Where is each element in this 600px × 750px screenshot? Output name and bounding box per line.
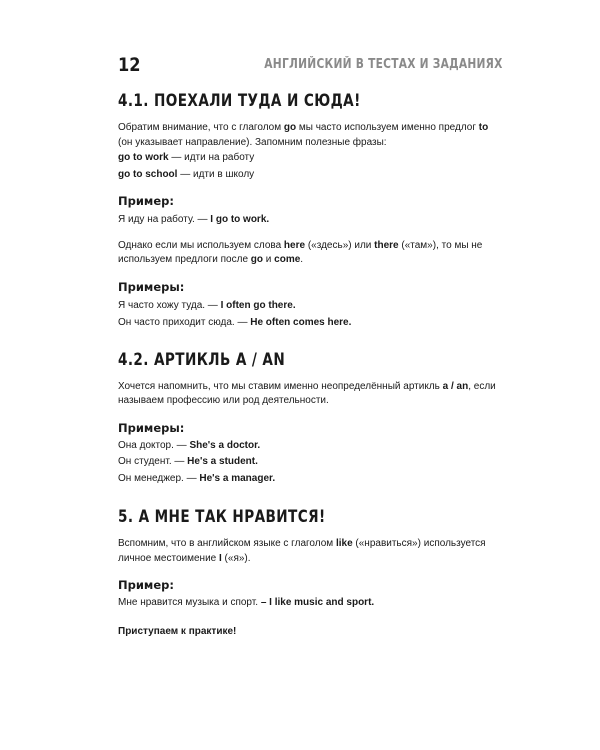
- keyword: I: [219, 552, 222, 564]
- example-line: [118, 316, 508, 331]
- paragraph: [118, 552, 508, 567]
- keyword: to: [478, 122, 489, 133]
- example-ru: Он студент. —: [118, 456, 188, 467]
- text: Хочется напомнить, что мы ставим именно неопределённый артикль: [118, 380, 443, 392]
- section-title: 5. А МНЕ ТАК НРАВИТСЯ!: [118, 507, 326, 527]
- example-line: [118, 455, 508, 470]
- page-number: 12: [118, 54, 141, 76]
- paragraph: [118, 380, 508, 395]
- paragraph: (он указывает направление). Запомним полезные фразы:: [118, 136, 387, 148]
- phrase-ru: — идти на работу: [168, 152, 255, 163]
- paragraph: называем профессию или род деятельности.: [118, 395, 329, 406]
- keyword: like: [335, 538, 353, 549]
- closing-line: Приступаем к практике!: [118, 625, 237, 637]
- text: мы часто используем именно предлог: [296, 122, 479, 133]
- example-heading: Пример:: [118, 578, 174, 592]
- keyword: go: [250, 254, 264, 265]
- running-head: АНГЛИЙСКИЙ В ТЕСТАХ И ЗАДАНИЯХ: [264, 57, 503, 72]
- text: используем предлоги после: [118, 254, 251, 265]
- example-ru: Я часто хожу туда. —: [118, 299, 221, 311]
- example-en: He often comes here.: [250, 317, 352, 328]
- examples-heading: Примеры:: [118, 420, 185, 435]
- keyword: go: [283, 122, 297, 133]
- example-line: [118, 472, 508, 487]
- example-line: [118, 439, 508, 454]
- paragraph: [118, 537, 508, 552]
- text: и: [263, 254, 275, 265]
- text: Однако если мы используем слова: [118, 239, 284, 251]
- section-4-1: [118, 90, 508, 331]
- section-5: [118, 486, 508, 639]
- example-line: [118, 596, 508, 611]
- page-content: [118, 90, 508, 639]
- paragraph: [118, 253, 508, 268]
- text: («я»).: [221, 552, 251, 564]
- phrase-ru: — идти в школу: [177, 168, 255, 180]
- section-title: 4.1. ПОЕХАЛИ ТУДА И СЮДА!: [118, 91, 361, 111]
- example-en: She's a doctor.: [189, 439, 261, 451]
- phrase-en: go to work: [118, 152, 169, 163]
- example-ru: Она доктор. —: [118, 439, 190, 451]
- phrase-line: [118, 168, 508, 183]
- example-ru: Мне нравится музыка и спорт.: [118, 597, 261, 608]
- text: Вспомним, что в английском языке с глаголом: [118, 538, 336, 549]
- text: , если: [468, 380, 496, 392]
- examples-heading: Примеры:: [118, 279, 185, 294]
- example-ru: Я иду на работу. —: [118, 214, 211, 225]
- keyword: come: [274, 254, 301, 265]
- keyword: there: [374, 239, 399, 251]
- example-ru: Он часто приходит сюда. —: [118, 317, 251, 328]
- text: («нравиться») используется: [352, 538, 486, 549]
- phrase-line: [118, 151, 508, 166]
- example-heading: Пример:: [118, 194, 174, 208]
- example-en: – I like music and sport.: [260, 597, 375, 608]
- example-line: [118, 213, 508, 228]
- keyword: a / an: [442, 380, 469, 392]
- text: («там»), то мы не: [398, 239, 483, 251]
- text: Обратим внимание, что с глаголом: [118, 122, 284, 133]
- example-en: I often go there.: [220, 299, 296, 311]
- section-title: 4.2. АРТИКЛЬ A / AN: [118, 349, 286, 370]
- example-en: He's a student.: [187, 456, 258, 467]
- phrase-en: go to school: [118, 168, 178, 180]
- example-line: [118, 299, 508, 314]
- paragraph: [118, 121, 508, 136]
- text: .: [300, 254, 304, 265]
- example-en: He's a manager.: [199, 472, 276, 484]
- section-4-2: [118, 331, 508, 487]
- text: («здесь») или: [305, 239, 375, 251]
- keyword: here: [283, 239, 306, 251]
- text: личное местоимение: [118, 552, 219, 564]
- example-en: I go to work.: [210, 214, 270, 225]
- paragraph: [118, 239, 508, 254]
- example-ru: Он менеджер. —: [118, 472, 200, 484]
